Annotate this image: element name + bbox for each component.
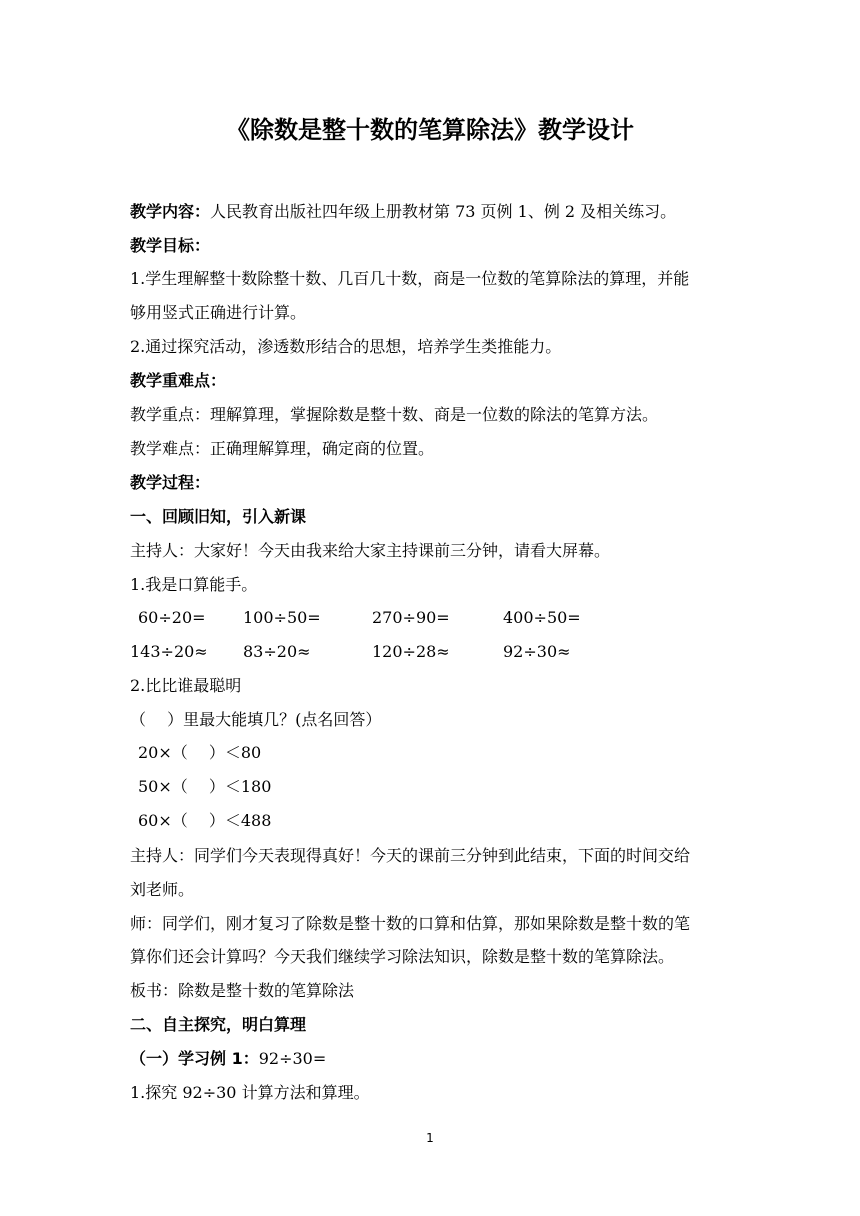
subsection-1-heading [130, 1048, 740, 1070]
subsection-1-label: （一）学习例 1： [130, 1049, 259, 1068]
content-text: 人民教育出版社四年级上册教材第 73 页例 1、例 2 及相关练习。 [210, 202, 677, 221]
exercise-cell: 120÷28≈ [372, 642, 450, 661]
exercise-2-item: 60×（ ）＜488 [138, 811, 272, 830]
exercise-2-item: 50×（ ）＜180 [138, 777, 272, 796]
section-2-heading: 二、自主探究，明白算理 [130, 1015, 307, 1034]
exercise-cell: 270÷90= [372, 608, 450, 627]
teacher-line-1: 师：同学们，刚才复习了除数是整十数的口算和估算，那如果除数是整十数的笔 [130, 914, 691, 933]
objective-1-line-2: 够用竖式正确进行计算。 [130, 303, 307, 322]
host-intro: 主持人：大家好！今天由我来给大家主持课前三分钟，请看大屏幕。 [130, 541, 611, 560]
exercise-cell: 100÷50= [243, 608, 321, 627]
objective-2: 2.通过探究活动，渗透数形结合的思想，培养学生类推能力。 [130, 337, 562, 356]
board-writing: 板书：除数是整十数的笔算除法 [130, 981, 355, 1000]
document-title: 《除数是整十数的笔算除法》教学设计 [226, 116, 634, 144]
host-close-line-1: 主持人：同学们今天表现得真好！今天的课前三分钟到此结束，下面的时间交给 [130, 846, 691, 865]
exercise-2-question: （ ）里最大能填几？(点名回答） [130, 710, 382, 729]
subsection-1-expression: 92÷30= [258, 1049, 327, 1068]
exercise-cell: 400÷50= [503, 608, 581, 627]
content-line [130, 201, 740, 223]
page-number: 1 [426, 1131, 434, 1145]
explore-step-1: 1.探究 92÷30 计算方法和算理。 [130, 1083, 370, 1102]
difficult-point: 教学难点：正确理解算理，确定商的位置。 [130, 439, 435, 458]
process-heading: 教学过程： [130, 473, 211, 492]
exercise-2-item: 20×（ ）＜80 [138, 743, 262, 762]
section-1-heading: 一、回顾旧知，引入新课 [130, 507, 307, 526]
exercise-2-title: 2.比比谁最聪明 [130, 676, 242, 695]
key-points-heading: 教学重难点： [130, 371, 227, 390]
exercise-cell: 92÷30≈ [503, 642, 571, 661]
exercise-cell: 83÷20≈ [243, 642, 311, 661]
key-point: 教学重点：理解算理，掌握除数是整十数、商是一位数的除法的笔算方法。 [130, 405, 659, 424]
exercise-cell: 143÷20≈ [130, 642, 208, 661]
exercise-1-title: 1.我是口算能手。 [130, 575, 258, 594]
objective-1-line-1: 1.学生理解整十数除整十数、几百几十数，商是一位数的笔算除法的算理，并能 [130, 269, 690, 288]
teacher-line-2: 算你们还会计算吗？今天我们继续学习除法知识，除数是整十数的笔算除法。 [130, 947, 675, 966]
exercise-cell: 60÷20= [138, 608, 206, 627]
objectives-heading: 教学目标： [130, 236, 211, 255]
host-close-line-2: 刘老师。 [130, 880, 195, 899]
content-label: 教学内容： [130, 202, 211, 221]
